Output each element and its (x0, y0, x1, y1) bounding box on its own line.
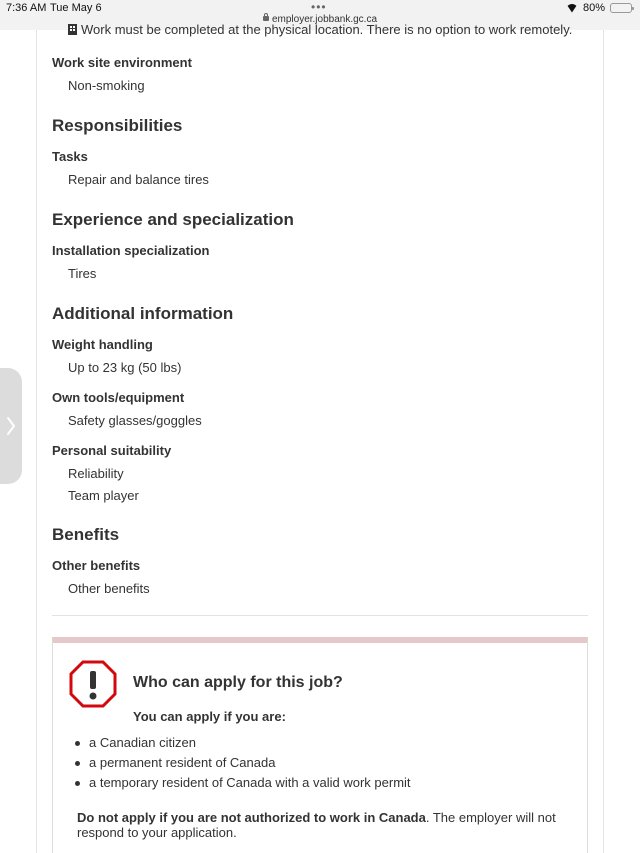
lock-icon (263, 16, 269, 21)
authorization-note (77, 810, 557, 840)
battery-icon (610, 3, 632, 13)
other-benefits-value: Other benefits (68, 581, 150, 596)
eligibility-list (73, 735, 411, 795)
tools-label: Own tools/equipment (52, 390, 185, 405)
wifi-icon (566, 4, 578, 13)
remote-work-text: Work must be completed at the physical location. There is no option to work remotely. (81, 22, 573, 37)
authorization-note-text: . The employer will not respond to your application. (77, 810, 556, 840)
section-divider (52, 615, 588, 616)
work-site-label: Work site environment (52, 55, 192, 70)
additional-info-heading: Additional information (52, 304, 234, 323)
suitability-value: Team player (68, 488, 139, 503)
building-icon (68, 24, 77, 35)
battery-percent: 80% (582, 2, 605, 14)
suitability-label: Personal suitability (52, 443, 172, 458)
responsibilities-heading: Responsibilities (52, 116, 183, 135)
experience-heading: Experience and specialization (52, 210, 294, 229)
warning-octagon-icon (68, 659, 118, 709)
weight-value: Up to 23 kg (50 lbs) (68, 360, 182, 375)
tasks-value: Repair and balance tires (68, 172, 209, 187)
sidebar-toggle[interactable] (0, 368, 22, 484)
suitability-value: Reliability (68, 466, 124, 481)
list-item: a Canadian citizen (73, 735, 411, 755)
status-time: 7:36 AM (6, 2, 47, 14)
apply-subheading: You can apply if you are: (133, 709, 286, 724)
weight-label: Weight handling (52, 337, 153, 352)
installation-label: Installation specialization (52, 243, 210, 258)
tools-value: Safety glasses/goggles (68, 413, 202, 428)
list-item: a temporary resident of Canada with a valid work permit (73, 775, 411, 795)
work-site-value: Non-smoking (68, 78, 145, 93)
benefits-heading: Benefits (52, 525, 120, 544)
multitasking-dots[interactable]: ••• (311, 0, 327, 14)
apply-heading: Who can apply for this job? (133, 674, 343, 691)
tasks-label: Tasks (52, 149, 88, 164)
chevron-right-icon (5, 416, 17, 436)
list-item: a permanent resident of Canada (73, 755, 411, 775)
remote-work-note (68, 22, 572, 37)
status-indicators (566, 2, 632, 14)
url-text: employer.jobbank.gc.ca (271, 14, 378, 25)
authorization-warning: Do not apply if you are not authorized to work in Canada (77, 810, 426, 825)
who-can-apply-panel (52, 637, 588, 853)
other-benefits-label: Other benefits (52, 558, 141, 573)
status-date: Tue May 6 (50, 2, 102, 14)
installation-value: Tires (68, 266, 97, 281)
